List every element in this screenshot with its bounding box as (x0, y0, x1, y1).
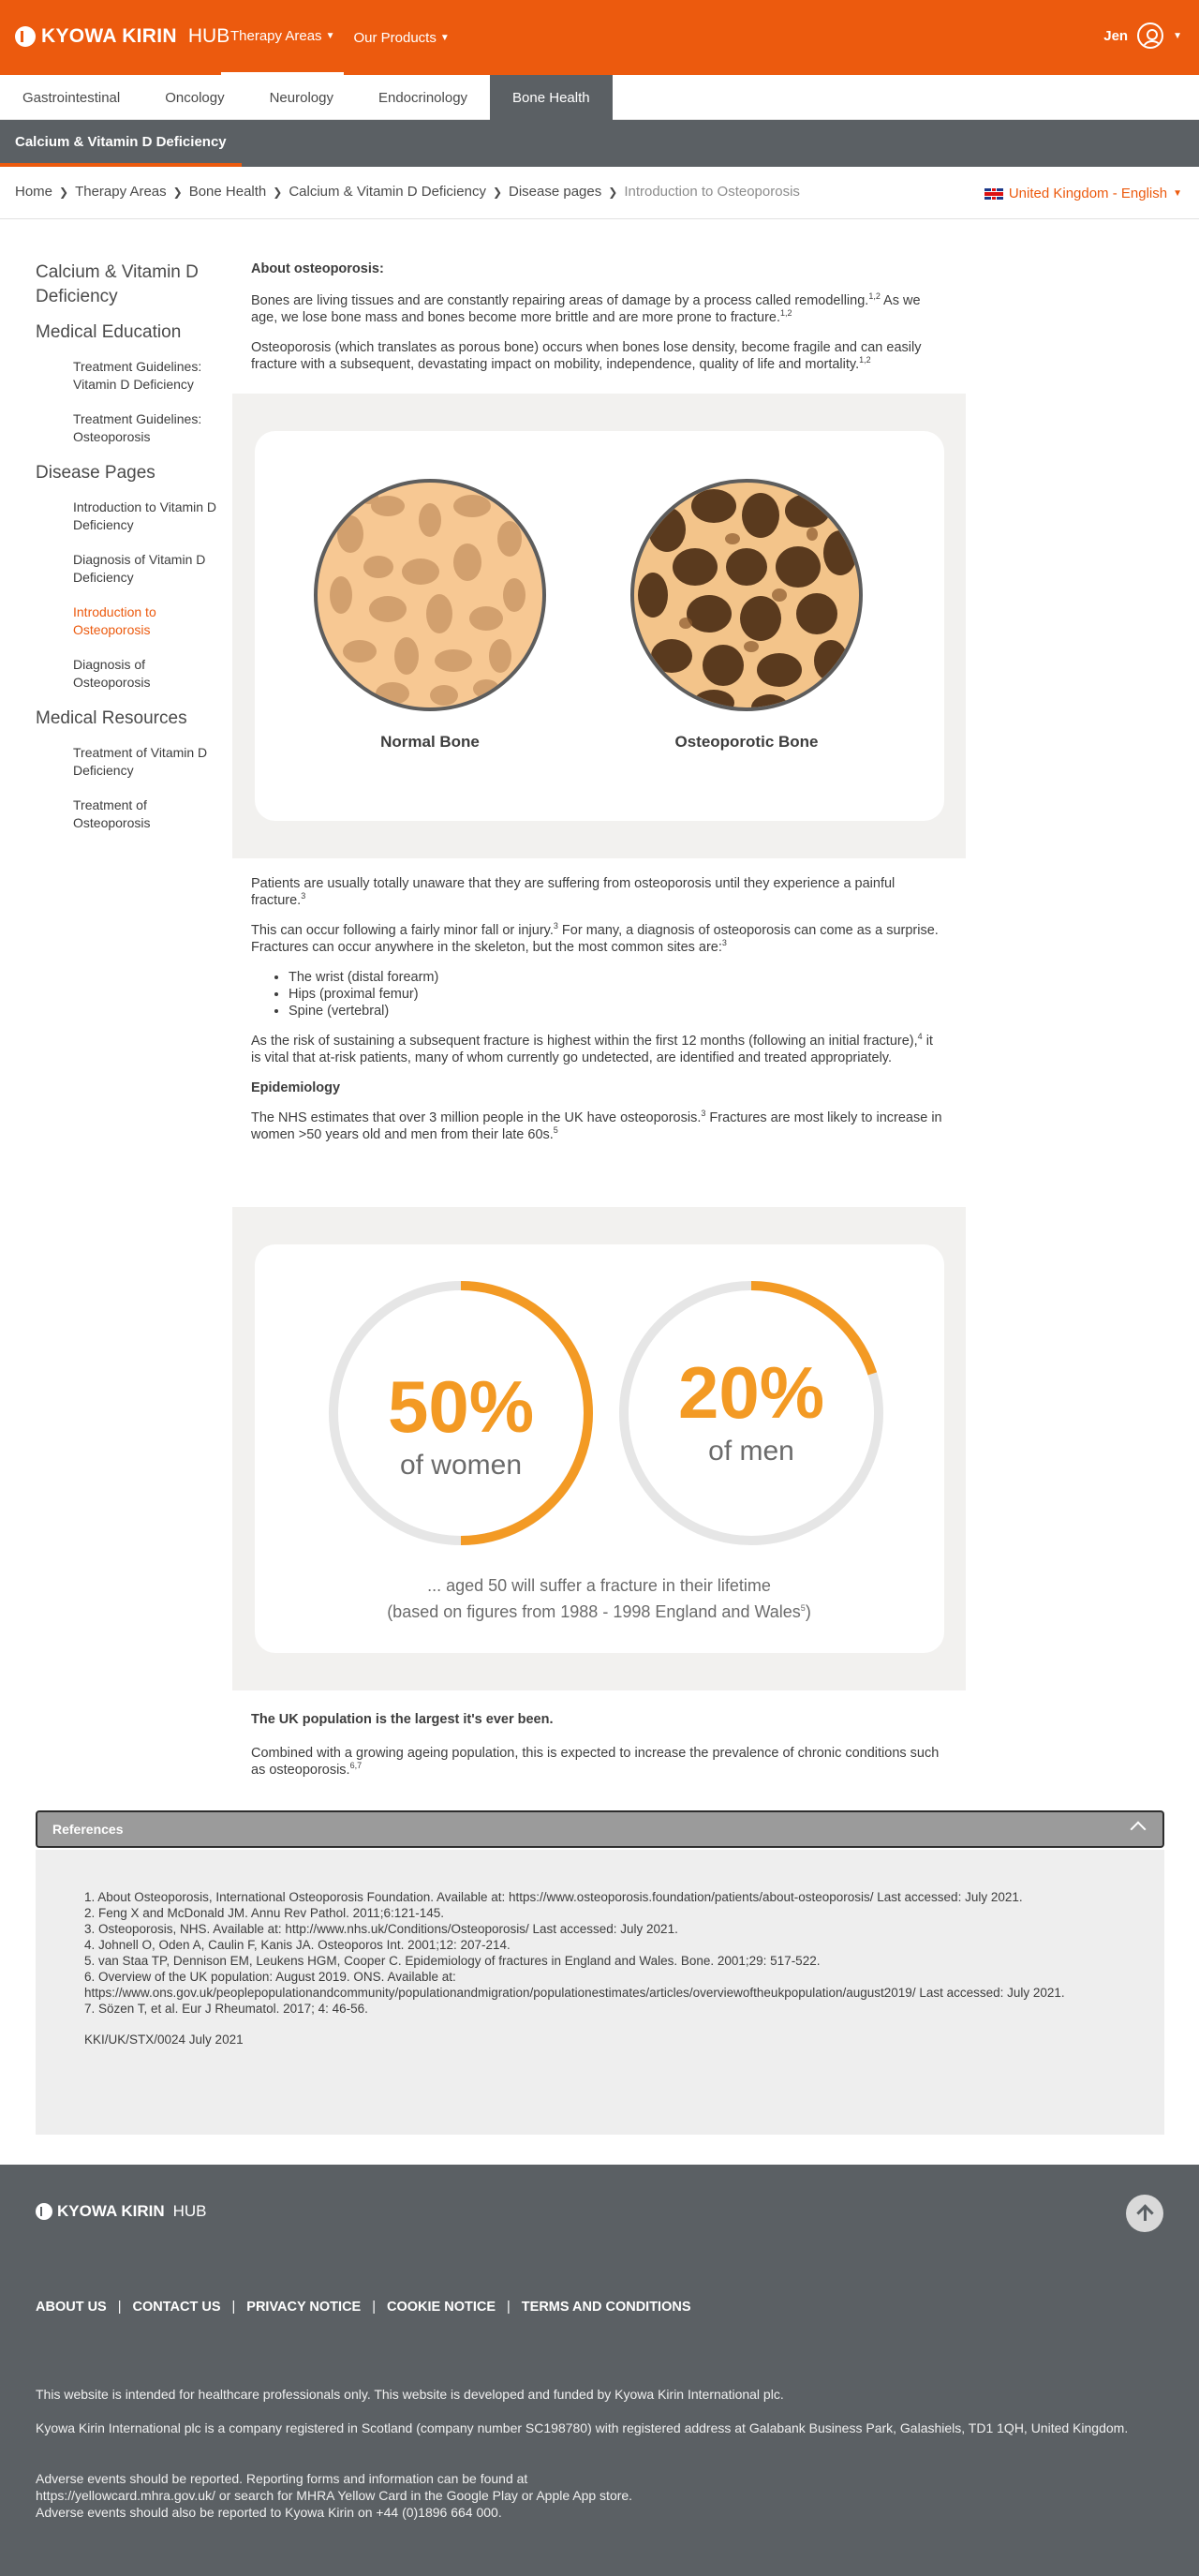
chevron-right-icon: ❯ (273, 185, 283, 199)
stats-caption: ... aged 50 will suffer a fracture in their lifetime (based on figures from 1988 - 1998 England and Wales$^5$) (387, 1576, 811, 1621)
reference-item: 2. Feng X and McDonald JM. Annu Rev Pathol. 2011;6:121-145. (84, 1906, 444, 1920)
women-percent: 50% (387, 1365, 535, 1448)
footer-company-info: Kyowa Kirin International plc is a company registered in Scotland (company number SC198780) with registered address at Galabank Business Park, Galashiels, TD1 1QH, United Kingdom. (36, 2420, 1129, 2435)
list-item: • Hips (proximal femur) (289, 986, 944, 1003)
osteoporotic-bone-image (629, 478, 864, 712)
uk-flag-icon (984, 188, 1003, 200)
tab-bone-health[interactable]: Bone Health (490, 75, 613, 120)
caret-down-icon: ▼ (1173, 188, 1182, 199)
chevron-right-icon: ❯ (172, 185, 183, 199)
top-header (0, 0, 1199, 75)
paragraph-bones: Bones are living tissues and are constantly repairing areas of damage by a process called remodelling.$^{1,2}$ As we age, we lose bone mass and bones become more brittle and are more prone to fracture.$^{1,2}$ (251, 291, 921, 325)
tab-oncology[interactable]: Oncology (165, 89, 225, 106)
reference-item: 3. Osteoporosis, NHS. Available at: http://www.nhs.uk/Conditions/Osteoporosis/ Last accessed: July 2021. (84, 1922, 678, 1936)
breadcrumb-home[interactable]: Home (15, 184, 53, 200)
user-name: Jen (1103, 27, 1129, 44)
paragraph-osteoporosis: Osteoporosis (which translates as porous bone) occurs when bones lose density, become fragile and can easily fracture with a subsequent, devastating impact on mobility, independence, quality of life and mortality.$^{1,2}$ (251, 340, 922, 372)
reference-item: 4. Johnell O, Oden A, Caulin F, Kanis JA. Osteoporos Int. 2001;12: 207-214. (84, 1938, 511, 1952)
sidebar-section-medical-resources[interactable]: Medical Resources (36, 708, 187, 728)
breadcrumb-bone-health[interactable]: Bone Health (188, 184, 267, 200)
top-nav (221, 0, 459, 75)
bone-figure-card (255, 431, 944, 821)
footer-link-cookie-notice[interactable]: COOKIE NOTICE (387, 2300, 496, 2315)
chevron-right-icon: ❯ (608, 185, 618, 199)
footer-links: ABOUT US | CONTACT US | PRIVACY NOTICE | COOKIE NOTICE | TERMS AND CONDITIONS (36, 2300, 691, 2315)
fracture-sites-list (289, 969, 944, 1020)
locale-selector[interactable]: United Kingdom - English ▼ (984, 186, 1182, 201)
list-item: • Spine (vertebral) (289, 1003, 944, 1020)
sidebar-item-treatment-vitd[interactable]: Treatment of Vitamin D Deficiency (73, 745, 208, 778)
footer-link-contact-us[interactable]: CONTACT US (132, 2300, 221, 2315)
footer-link-terms[interactable]: TERMS AND CONDITIONS (521, 2300, 691, 2315)
women-label: of women (399, 1450, 523, 1481)
sidebar (36, 261, 223, 849)
middle-text (251, 875, 944, 1156)
tab-neurology[interactable]: Neurology (269, 89, 333, 106)
sub-nav (0, 120, 1199, 167)
sidebar-item-intro-osteoporosis[interactable]: Introduction to Osteoporosis (73, 604, 156, 637)
paragraph-ageing: Combined with a growing ageing population, this is expected to increase the prevalence of chronic conditions such as osteoporosis.$^{6,7}$ (251, 1746, 940, 1778)
osteoporotic-bone-label: Osteoporotic Bone (674, 733, 819, 751)
reference-item: 5. van Staa TP, Dennison EM, Leukens HGM, Cooper C. Epidemiology of fractures in England and Wales. Bone. 2001;29: 517-522. (84, 1954, 821, 1968)
men-label: of men (708, 1436, 794, 1467)
bottom-text (251, 1711, 944, 1792)
subnav-calcium-vitamin-d[interactable]: Calcium & Vitamin D Deficiency (0, 120, 242, 167)
caret-down-icon: ▼ (1173, 30, 1182, 41)
sidebar-section-disease-pages[interactable]: Disease Pages (36, 463, 155, 483)
back-to-top-arrow-icon[interactable] (1126, 2195, 1163, 2232)
caret-down-icon: ▼ (439, 32, 450, 43)
breadcrumb (15, 184, 800, 200)
footer-logo[interactable]: KYOWA KIRIN HUB (36, 2202, 207, 2221)
sidebar-section-medical-education[interactable]: Medical Education (36, 322, 182, 342)
chevron-right-icon: ❯ (492, 185, 503, 199)
about-heading: About osteoporosis: (251, 261, 384, 276)
epidemiology-heading: Epidemiology (251, 1080, 341, 1095)
men-percent: 20% (677, 1351, 825, 1434)
fracture-stats-card (255, 1244, 944, 1653)
reference-item: 6. Overview of the UK population: August 2019. ONS. Available at: https://www.ons.gov.uk/peoplepopulationandcommunity/populationandmigration/populationestimates/articles/overviewoftheukpopulation/august2019/ Last accessed: July 2021. (84, 1970, 1065, 2000)
tab-endocrinology[interactable]: Endocrinology (377, 89, 468, 106)
sidebar-item-diagnosis-vitd[interactable]: Diagnosis of Vitamin D Deficiency (73, 552, 206, 585)
tab-gastrointestinal[interactable]: Gastrointestinal (22, 89, 121, 106)
chevron-up-icon (1131, 1822, 1147, 1838)
therapy-tabs (0, 75, 1199, 120)
fracture-stats-panel (232, 1207, 966, 1690)
intro-text (251, 261, 944, 386)
footer-link-about-us[interactable]: ABOUT US (36, 2300, 107, 2315)
references-list (84, 1889, 1116, 2017)
footer (0, 2165, 1199, 2576)
uk-population-heading: The UK population is the largest it's ever been. (251, 1712, 554, 1727)
paragraph-risk: As the risk of sustaining a subsequent fracture is highest within the first 12 months (following an initial fracture),$^4$ it is vital that at-risk patients, many of whom currently go undetected, are identified and treated appropriately. (251, 1032, 933, 1065)
breadcrumb-current: Introduction to Osteoporosis (624, 184, 800, 200)
paragraph-minor-fall: This can occur following a fairly minor fall or injury.$^3$ For many, a diagnosis of osteoporosis can come as a surprise. Fractures can occur anywhere in the skeleton, but the most common sites are:$^3$ (251, 921, 939, 955)
breadcrumb-calcium-vitamin-d[interactable]: Calcium & Vitamin D Deficiency (289, 184, 486, 200)
breadcrumb-bar (0, 167, 1199, 219)
breadcrumb-disease-pages[interactable]: Disease pages (509, 184, 602, 200)
list-item: • The wrist (distal forearm) (289, 969, 944, 986)
user-menu[interactable] (1103, 22, 1182, 49)
reference-item: 7. Sözen T, et al. Eur J Rheumatol. 2017; 4: 46-56. (84, 2002, 368, 2016)
kyowa-kirin-logo-icon (36, 2203, 52, 2220)
references-panel (36, 1850, 1164, 2135)
sidebar-item-diagnosis-osteoporosis[interactable]: Diagnosis of Osteoporosis (73, 657, 151, 690)
breadcrumb-therapy-areas[interactable]: Therapy Areas (75, 184, 167, 200)
paragraph-unaware: Patients are usually totally unaware that they are suffering from osteoporosis until they experience a painful fracture.$^3$ (251, 876, 896, 908)
sidebar-item-treatment-osteoporosis[interactable]: Treatment of Osteoporosis (73, 797, 151, 830)
nav-therapy-areas[interactable]: Therapy Areas ▼ (221, 0, 344, 75)
chevron-right-icon: ❯ (59, 185, 69, 199)
sidebar-title[interactable]: Calcium & Vitamin D Deficiency (36, 262, 199, 306)
paragraph-nhs: The NHS estimates that over 3 million people in the UK have osteoporosis.$^3$ Fractures are most likely to increase in women >50 years old and men from their late 60s.$^5$ (251, 1109, 942, 1142)
kyowa-kirin-hub-logo[interactable]: KYOWA KIRIN HUB (15, 25, 229, 48)
sidebar-item-intro-vitd[interactable]: Introduction to Vitamin D Deficiency (73, 499, 217, 532)
references-toggle[interactable]: References (36, 1810, 1164, 1848)
reference-item: 1. About Osteoporosis, International Osteoporosis Foundation. Available at: https://www.osteoporosis.foundation/patients/about-osteoporosis/ Last accessed: July 2021. (84, 1890, 1023, 1904)
men-stat-ring (611, 1273, 892, 1554)
footer-link-privacy-notice[interactable]: PRIVACY NOTICE (246, 2300, 362, 2315)
footer-disclaimer: This website is intended for healthcare professionals only. This website is developed and funded by Kyowa Kirin International plc. (36, 2387, 784, 2402)
bone-figure-panel (232, 394, 966, 858)
job-code: KKI/UK/STX/0024 July 2021 (84, 2033, 244, 2047)
user-avatar-icon (1137, 22, 1163, 49)
footer-adverse-events: Adverse events should be reported. Reporting forms and information can be found at https://yellowcard.mhra.gov.uk/ or search for MHRA Yellow Card in the Google Play or Apple App store. Adverse events should also be reported to Kyowa Kirin on +44 (0)1896 664 000. (36, 2471, 633, 2520)
caret-down-icon: ▼ (325, 31, 335, 41)
sidebar-item-treatment-guidelines-osteo[interactable]: Treatment Guidelines: Osteoporosis (73, 411, 202, 444)
nav-our-products[interactable]: Our Products ▼ (353, 29, 450, 46)
kyowa-kirin-logo-icon (15, 26, 36, 47)
normal-bone-label: Normal Bone (380, 733, 480, 751)
women-stat-ring (320, 1273, 601, 1554)
normal-bone-image (313, 478, 547, 712)
sidebar-item-treatment-guidelines-vitd[interactable]: Treatment Guidelines: Vitamin D Deficiency (73, 359, 202, 392)
